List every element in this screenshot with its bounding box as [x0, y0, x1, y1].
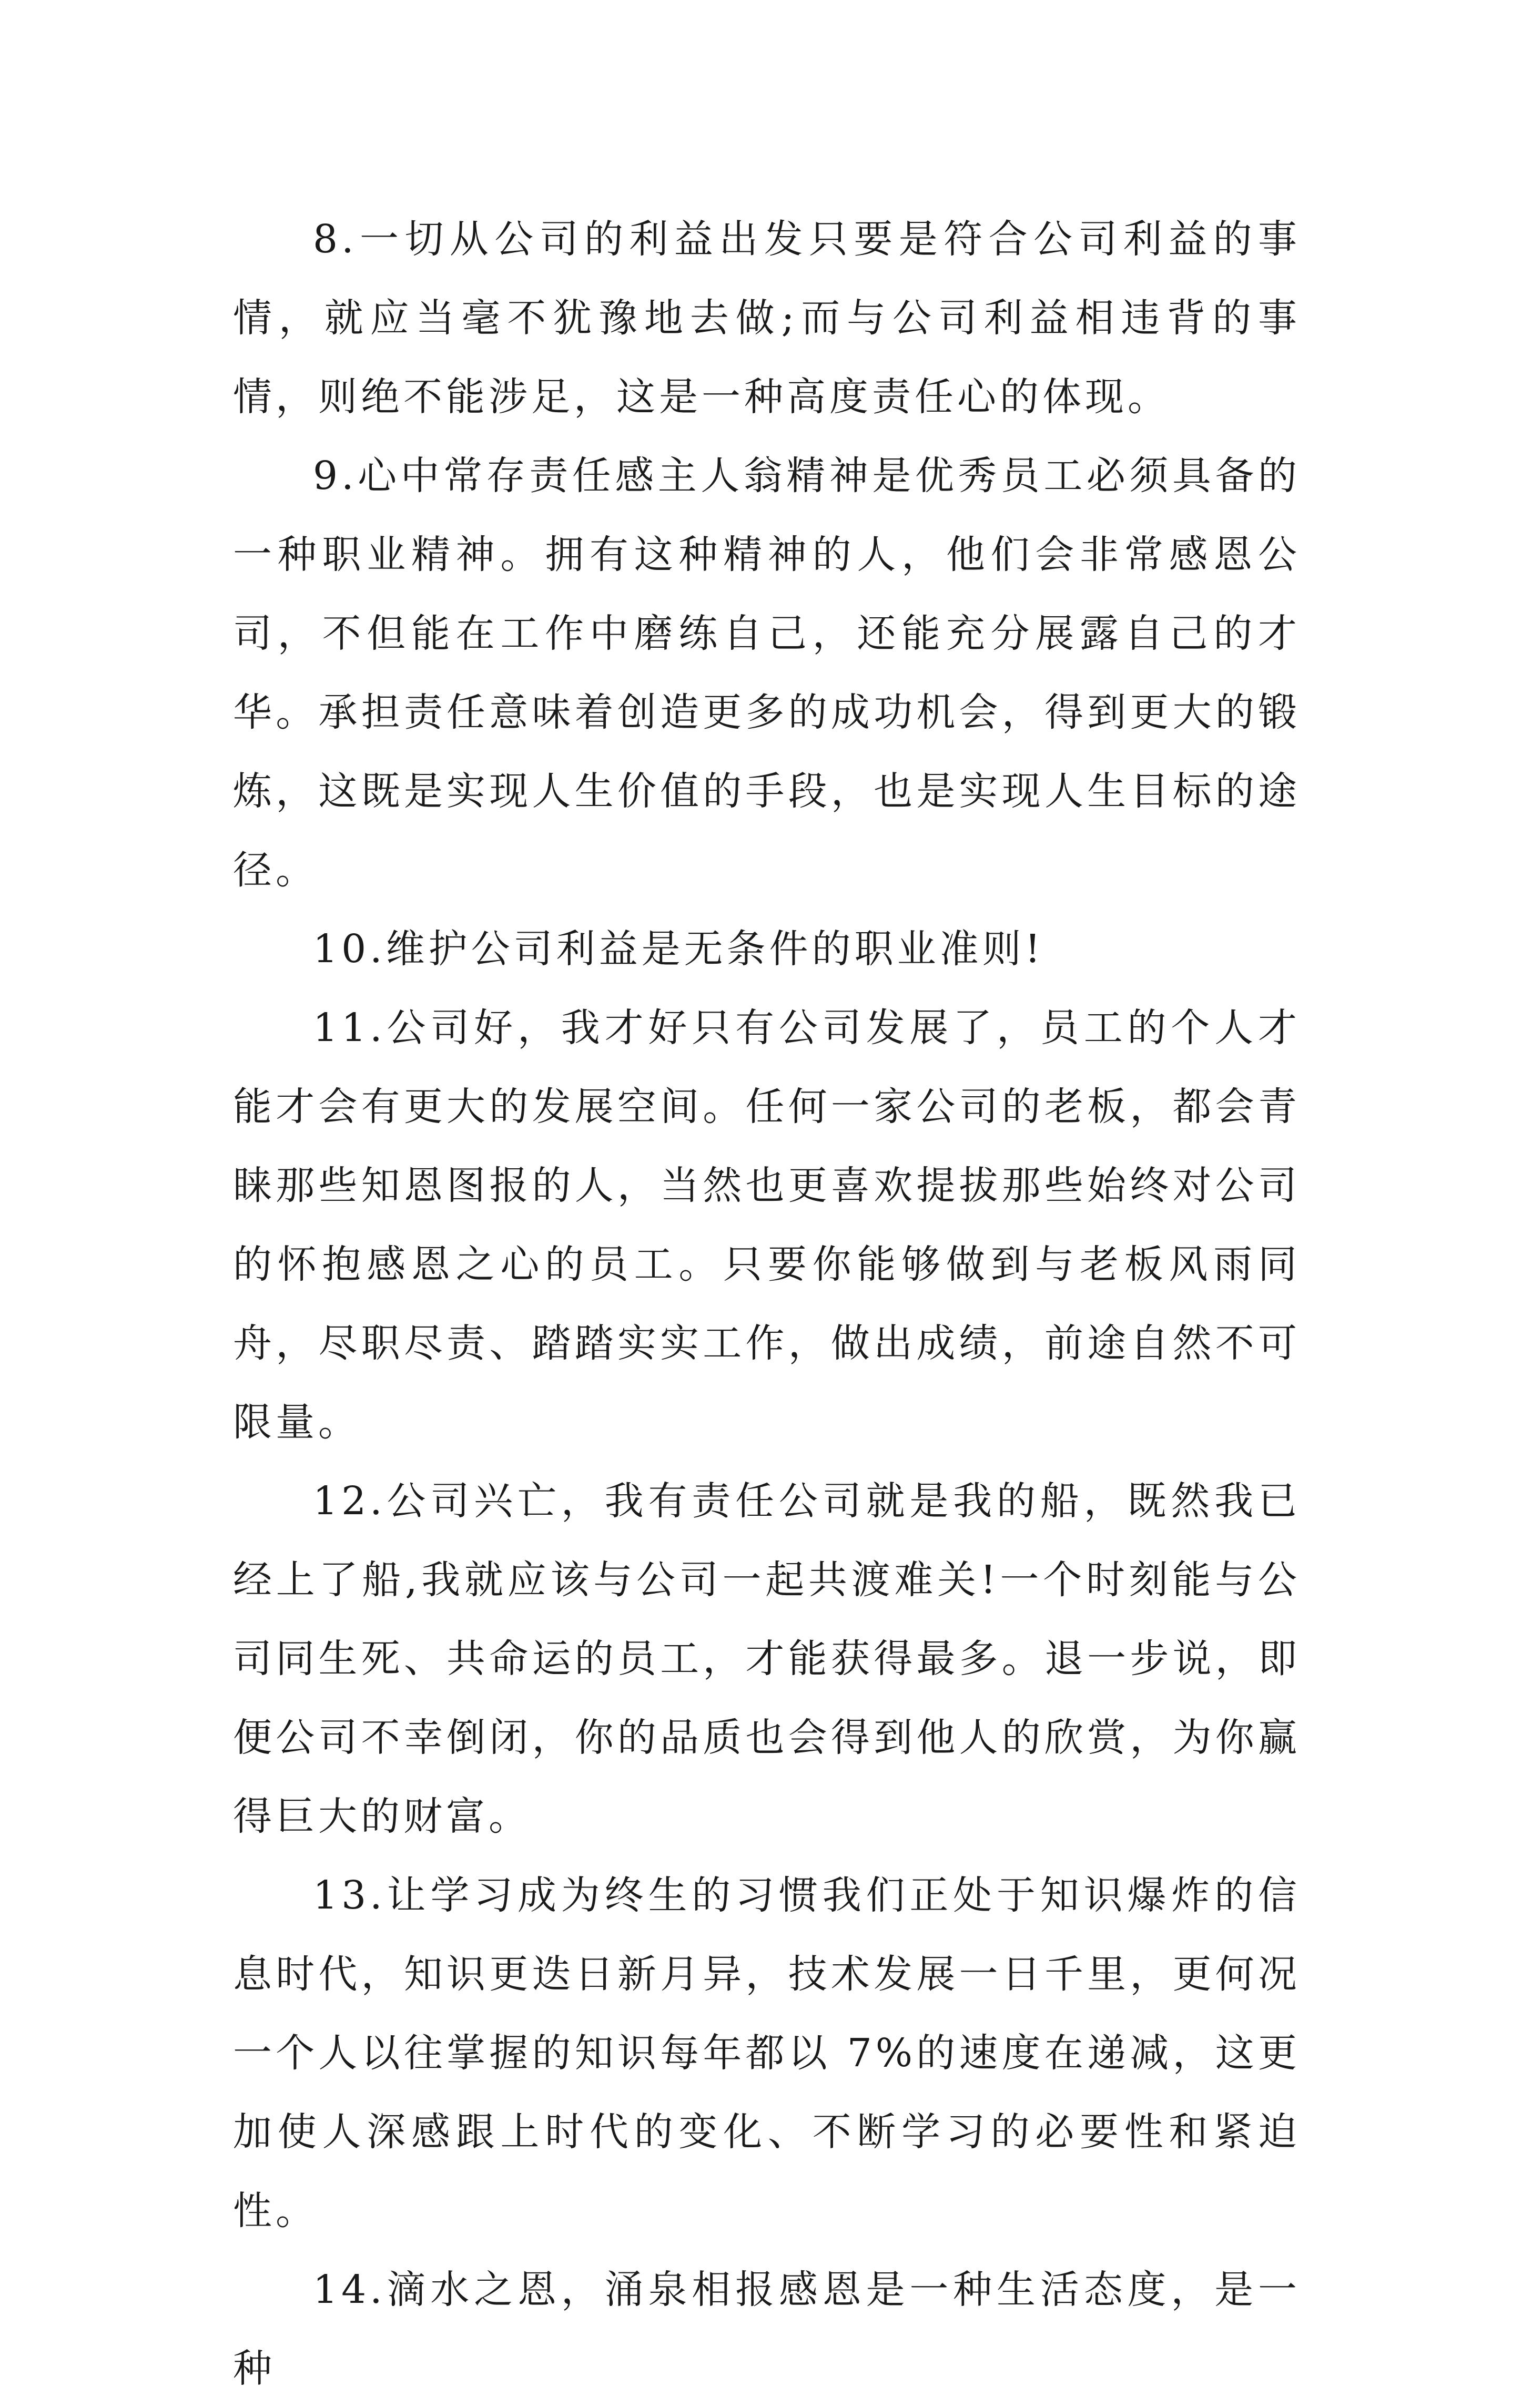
paragraph-8: 8.一切从公司的利益出发只要是符合公司利益的事情，就应当毫不犹豫地去做;而与公司利益相违背的事情，则绝不能涉足，这是一种高度责任心的体现。: [233, 217, 1301, 420]
paragraph-10: 10.维护公司利益是无条件的职业准则!: [313, 926, 1044, 972]
paragraph-13: 13.让学习成为终生的习惯我们正处于知识爆炸的信息时代，知识更迭日新月异，技术发展一日千里，更何况一个人以往掌握的知识每年都以 7%的速度在递减，这更加使人深感跟上时代的变化、不断学习的必要性和紧迫性。: [233, 1873, 1301, 2233]
paragraph-9: 9.心中常存责任感主人翁精神是优秀员工必须具备的一种职业精神。拥有这种精神的人，他们会非常感恩公司，不但能在工作中磨练自己，还能充分展露自己的才华。承担责任意味着创造更多的成功机会，得到更大的锻炼，这既是实现人生价值的手段，也是实现人生目标的途径。: [233, 453, 1301, 893]
paragraph-12: 12.公司兴亡，我有责任公司就是我的船，既然我已经上了船,我就应该与公司一起共渡难关!一个时刻能与公司同生死、共命运的员工，才能获得最多。退一步说，即便公司不幸倒闭，你的品质也会得到他人的欣赏，为你赢得巨大的财富。: [233, 1478, 1301, 1839]
paragraph-14: 14.滴水之恩，涌泉相报感恩是一种生活态度，是一种: [233, 2267, 1301, 2391]
document-body: [233, 200, 1301, 2408]
paragraph-11: 11.公司好，我才好只有公司发展了，员工的个人才能才会有更大的发展空间。任何一家公司的老板，都会青睐那些知恩图报的人，当然也更喜欢提拔那些始终对公司的怀抱感恩之心的员工。只要你能够做到与老板风雨同舟，尽职尽责、踏踏实实工作，做出成绩，前途自然不可限量。: [233, 1005, 1301, 1445]
